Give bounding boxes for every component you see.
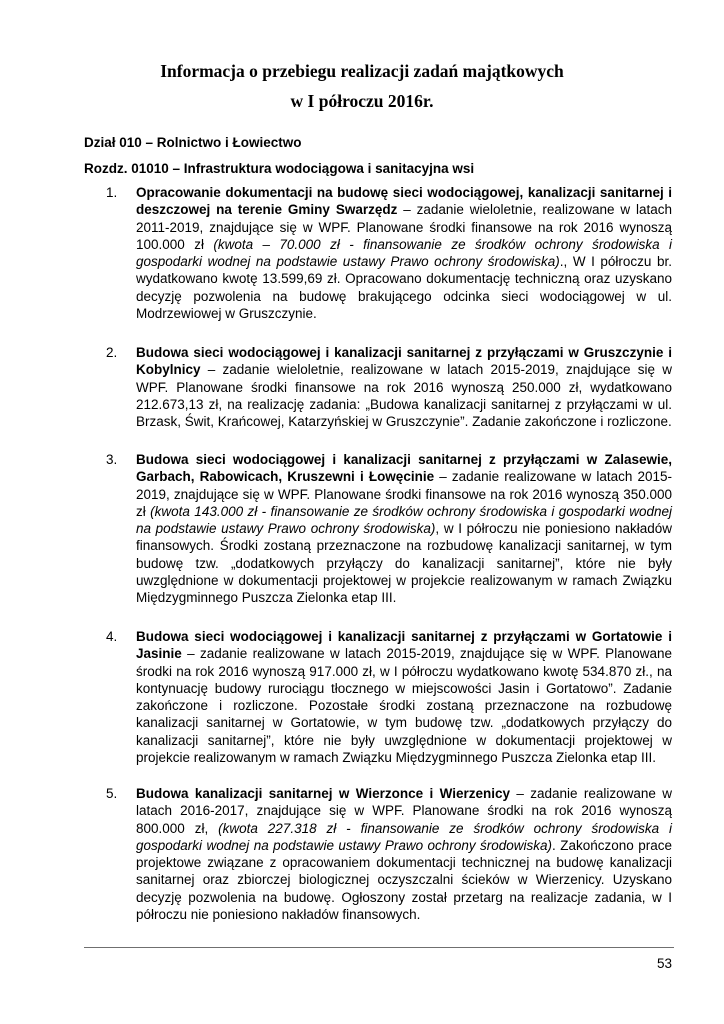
task-number: 5. [106,786,118,801]
task-title: Opracowanie dokumentacji na budowę sieci wodociągowej, kanalizacji sanitarnej i deszczowej na terenie Gminy Swarzędz [136,185,672,218]
task-funding-note: (kwota 143.000 zł - finansowanie ze środków ochrony środowiska i gospodarki wodnej na podstawie ustawy Prawo ochrony środowiska) [136,503,673,537]
task-title: Budowa kanalizacji sanitarnej w Wierzonce i Wierzenicy [136,786,510,801]
task-number: 2. [106,345,118,360]
footer-divider [84,947,674,948]
section-rozdzial: Rozdz. 01010 – Infrastruktura wodociągowa i sanitacyjna wsi [84,161,475,176]
task-number: 3. [106,452,118,467]
document-title: Informacja o przebiegu realizacji zadań majątkowych [160,61,564,81]
task-number: 1. [106,185,118,200]
task-text: Budowa sieci wodociągowej i kanalizacji sanitarnej z przyłączami w Zalasewie, Garbach, Rabowicach, Kruszewni i Łowęcinie – zadanie realizowane w latach 2015-2019, znajdujące się w WPF. Planowane środki finansowe na rok 2016 wynoszą 350.000 zł (kwota 143.000 zł - finansowanie ze środków ochrony środowiska i gospodarki wodnej na podstawie ustawy Prawo ochrony środowiska), w I półroczu nie poniesiono nakładów finansowych. Środki zostaną przeznaczone na rozbudowę kanalizacji sanitarnej, w tym budowę tzw. „dodatkowych przyłączy do kanalizacji sanitarnej”, które nie były uwzględnione w dokumentacji projektowej w projekcie realizowanym w ramach Związku Międzygminnego Puszcza Zielonka etap III. [136,452,673,606]
task-item-5 [84,785,672,923]
task-number: 4. [106,629,118,644]
section-dzial: Dział 010 – Rolnictwo i Łowiectwo [84,135,302,150]
task-item-3 [84,451,672,607]
task-title: Budowa sieci wodociągowej i kanalizacji sanitarnej z przyłączami w Gruszczynie i Kobylnicy [136,345,672,378]
task-item-1 [84,184,672,322]
task-title: Budowa sieci wodociągowej i kanalizacji sanitarnej z przyłączami w Zalasewie, Garbach, Rabowicach, Kruszewni i Łowęcinie [136,452,672,485]
task-text: Opracowanie dokumentacji na budowę sieci wodociągowej, kanalizacji sanitarnej i deszczowej na terenie Gminy Swarzędz – zadanie wieloletnie, realizowane w latach 2011-2019, znajdujące się w WPF. Planowane środki finansowe na rok 2016 wynoszą 100.000 zł (kwota – 70.000 zł - finansowanie ze środków ochrony środowiska i gospodarki wodnej na podstawie ustawy Prawo ochrony środowiska)., W I półroczu br. wydatkowano kwotę 13.599,69 zł. Opracowano dokumentację techniczną oraz uzyskano decyzję pozwolenia na budowę brakującego odcinka sieci wodociągowej w ul. Modrzewiowej w Gruszczynie. [136,185,672,322]
task-text: Budowa sieci wodociągowej i kanalizacji sanitarnej z przyłączami w Gortatowie i Jasinie – zadanie realizowane w latach 2015-2019, znajdujące się w WPF. Planowane środki na rok 2016 wynoszą 917.000 zł, w I półroczu wydatkowano kwotę 534.870 zł., na kontynuację budowy rurociągu tłocznego w miejscowości Jasin i Gortatowo”. Zadanie zakończone i rozliczone. Pozostałe środki zostaną przeznaczone na rozbudowę kanalizacji sanitarnej w Gortatowie, w tym budowę tzw. „dodatkowych przyłączy do kanalizacji sanitarnej”, które nie były uwzględnione w dokumentacji projektowej w projekcie realizowanym w ramach Związku Międzygminnego Puszcza Zielonka etap III. [136,629,672,766]
document-subtitle: w I półroczu 2016r. [290,91,434,111]
task-funding-note: (kwota – 70.000 zł - finansowanie ze środków ochrony środowiska i gospodarki wodnej na podstawie ustawy Prawo ochrony środowiska) [136,236,672,270]
task-item-2 [84,344,672,430]
page-number: 53 [656,956,672,971]
task-text: Budowa sieci wodociągowej i kanalizacji sanitarnej z przyłączami w Gruszczynie i Kobylnicy – zadanie wieloletnie, realizowane w latach 2015-2019, znajdujące się w WPF. Planowane środki finansowe na rok 2016 wynoszą 250.000 zł, wydatkowano 212.673,13 zł, na realizację zadania: „Budowa kanalizacji sanitarnej z przyłączami w ul. Brzask, Świt, Krańcowej, Katarzyńskiej w Gruszczynie”. Zadanie zakończone i rozliczone. [136,345,672,430]
task-title: Budowa sieci wodociągowej i kanalizacji sanitarnej z przyłączami w Gortatowie i Jasinie [136,629,672,662]
task-text: Budowa kanalizacji sanitarnej w Wierzonce i Wierzenicy – zadanie realizowane w latach 2016-2017, znajdujące się w WPF. Planowane środki na rok 2016 wynoszą 800.000 zł, (kwota 227.318 zł - finansowanie ze środków ochrony środowiska i gospodarki wodnej na podstawie ustawy Prawo ochrony środowiska). Zakończono prace projektowe związane z opracowaniem dokumentacji technicznej na budowę kanalizacji sanitarnej oraz zbiorczej biologicznej oczyszczalni ścieków w Wierzenicy. Uzyskano decyzję pozwolenia na budowę. Ogłoszony został przetarg na realizacje zadania, w I półroczu nie poniesiono nakładów finansowych. [136,786,673,923]
task-funding-note: (kwota 227.318 zł - finansowanie ze środków ochrony środowiska i gospodarki wodnej na podstawie ustawy Prawo ochrony środowiska) [136,820,672,853]
task-item-4 [84,628,672,766]
